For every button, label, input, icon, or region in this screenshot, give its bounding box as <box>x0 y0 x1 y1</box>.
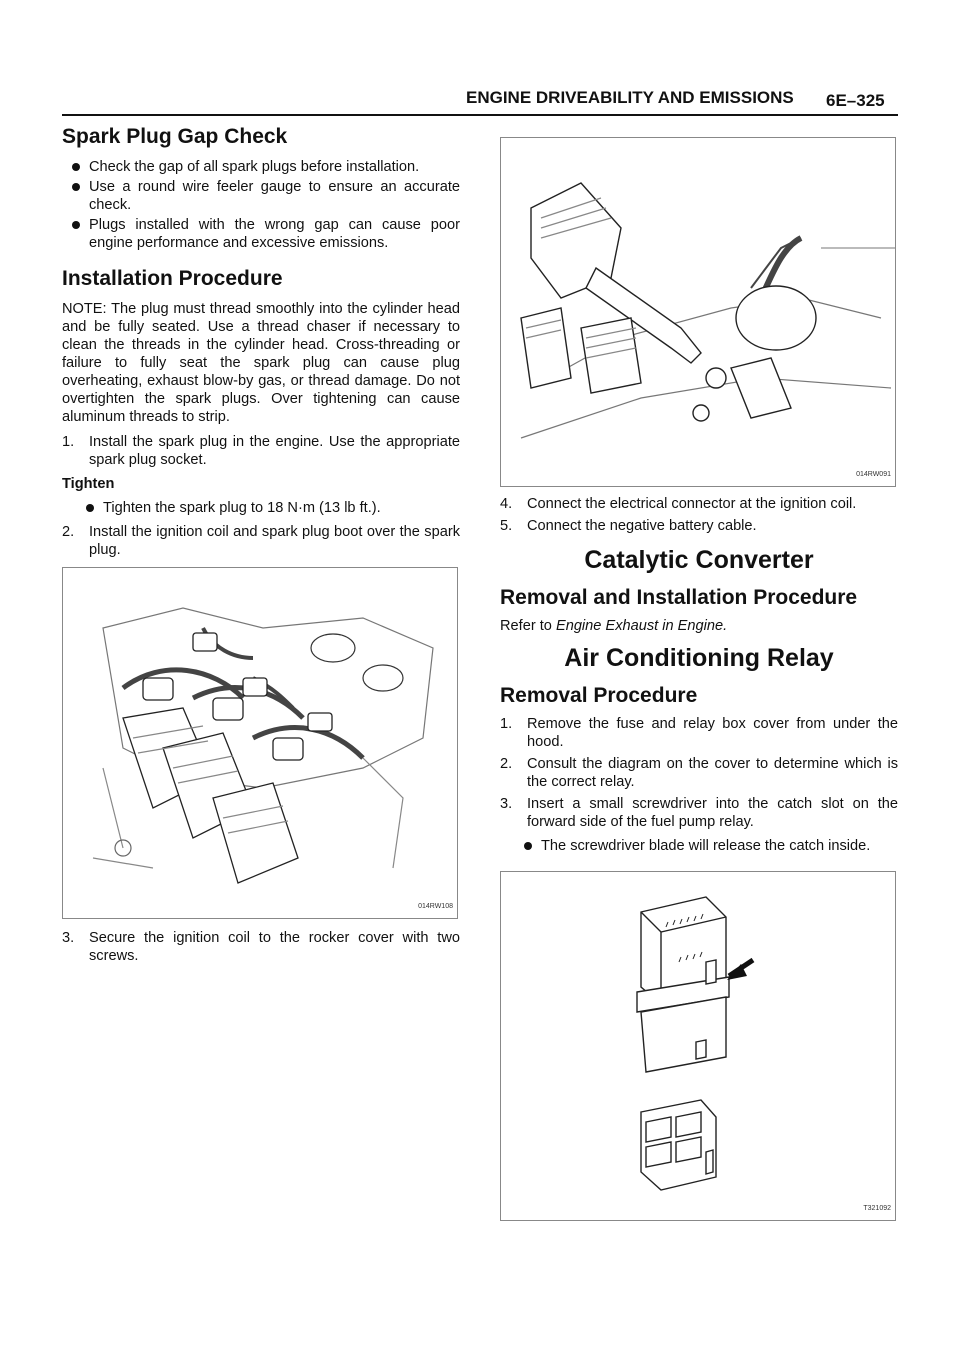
page-number: 6E–325 <box>826 91 885 110</box>
right-column <box>500 137 898 1221</box>
removal-step-2-text: Consult the diagram on the cover to determine which is the correct relay. <box>527 756 898 790</box>
left-column <box>62 124 460 965</box>
step-2-text: Install the ignition coil and spark plug boot over the spark plug. <box>89 524 460 558</box>
step-1-number: 1. <box>62 434 75 450</box>
section-title-removal-installation: Removal and Installation Procedure <box>500 586 858 609</box>
figure-relay <box>500 871 896 1221</box>
figure-ignition-coils <box>62 567 458 919</box>
figure-1-caption: 014RW108 <box>418 903 453 910</box>
removal-step-1-text: Remove the fuse and relay box cover from under the hood. <box>527 716 898 750</box>
step-4 <box>500 495 898 513</box>
gap-bullet-2: Use a round wire feeler gauge to ensure an accurate check. <box>62 178 460 214</box>
step-4-number: 4. <box>500 496 513 512</box>
tighten-label: Tighten <box>62 476 115 492</box>
page-header-title: ENGINE DRIVEABILITY AND EMISSIONS <box>466 88 794 107</box>
removal-step-1-number: 1. <box>500 716 513 732</box>
removal-step-2-number: 2. <box>500 756 513 772</box>
ignition-coils-illustration <box>63 568 457 918</box>
step-2-number: 2. <box>62 524 75 540</box>
installation-note: NOTE: The plug must thread smoothly into the cylinder head and be fully seated. Use a thread chaser if necessary to clean the threads in the cylinder head. Cross-threading or failure to fully seat the spark plug can cause plug overheating, exhaust blow-by gas, or thread damage. Do not overtighten the spark plugs. Over tightening can cause aluminum threads to strip. <box>62 301 460 425</box>
relay-illustration <box>501 872 895 1220</box>
removal-step-3 <box>500 795 898 831</box>
refer-text <box>500 617 898 635</box>
refer-prefix: Refer to <box>500 618 556 634</box>
step-4-text: Connect the electrical connector at the ignition coil. <box>527 496 857 512</box>
figure-2-caption: 014RW091 <box>856 471 891 478</box>
step-3-text: Secure the ignition coil to the rocker cover with two screws. <box>89 930 460 964</box>
tighten-bullet: Tighten the spark plug to 18 N·m (13 lb ft.). <box>76 499 460 517</box>
removal-step-3-text: Insert a small screwdriver into the catch slot on the forward side of the fuel pump relay. <box>527 796 898 830</box>
section-title-removal: Removal Procedure <box>500 684 698 707</box>
removal-step-2 <box>500 755 898 791</box>
figure-3-caption: T321092 <box>863 1205 891 1212</box>
step-5-text: Connect the negative battery cable. <box>527 518 757 534</box>
removal-bullet: The screwdriver blade will release the catch inside. <box>514 837 898 855</box>
refer-link-text: Engine Exhaust in Engine. <box>555 618 728 634</box>
step-3 <box>62 929 460 965</box>
header-rule <box>62 114 898 116</box>
gap-bullet-3: Plugs installed with the wrong gap can cause poor engine performance and excessive emissions. <box>62 216 460 252</box>
step-2 <box>62 523 460 559</box>
gap-bullet-1: Check the gap of all spark plugs before installation. <box>62 158 460 176</box>
step-1-text: Install the spark plug in the engine. Use the appropriate spark plug socket. <box>89 434 460 468</box>
removal-step-3-number: 3. <box>500 796 513 812</box>
spark-plug-boot-illustration <box>501 138 895 486</box>
section-title-gap-check: Spark Plug Gap Check <box>62 125 288 148</box>
step-3-number: 3. <box>62 930 75 946</box>
figure-spark-plug-boot <box>500 137 896 487</box>
section-title-ac-relay: Air Conditioning Relay <box>564 644 834 672</box>
removal-step-1 <box>500 715 898 751</box>
step-5 <box>500 517 898 535</box>
step-5-number: 5. <box>500 518 513 534</box>
section-title-catalytic-converter: Catalytic Converter <box>584 546 814 574</box>
section-title-installation: Installation Procedure <box>62 267 283 290</box>
step-1 <box>62 433 460 469</box>
